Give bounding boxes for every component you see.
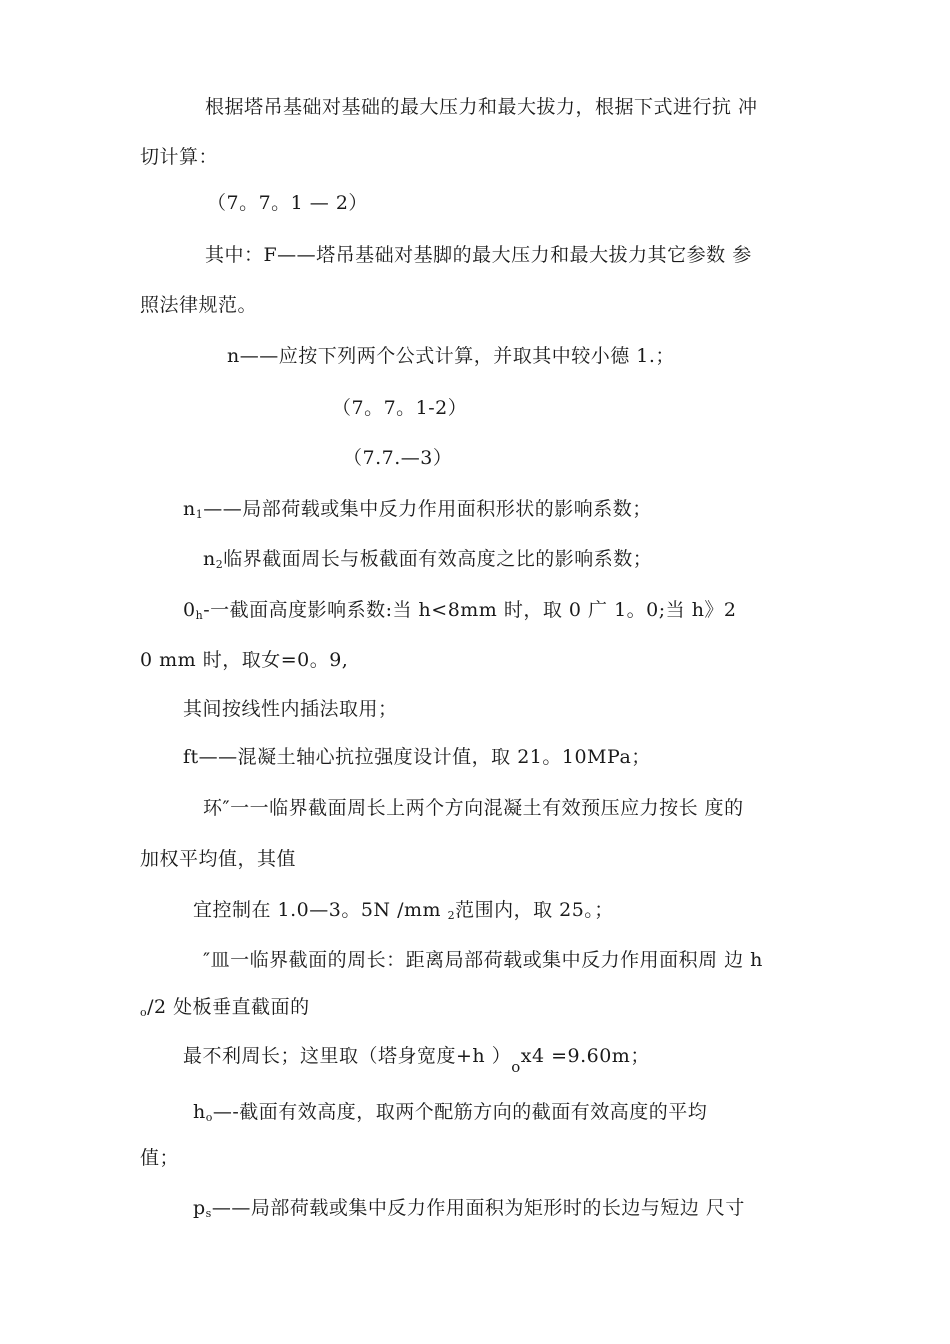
subscript: o [140, 1006, 148, 1019]
definition-line [193, 1196, 745, 1226]
paragraph-line: 其中：F——塔吊基础对基脚的最大压力和最大拔力其它参数 参 [205, 244, 752, 266]
definition-line: ft——混凝土轴心抗拉强度设计值，取 21。10MPa； [183, 746, 651, 768]
subscript: 2 [447, 909, 456, 922]
paragraph-line: 根据塔吊基础对基础的最大压力和最大拔力，根据下式进行抗 冲 [205, 96, 758, 118]
symbol: 0 [183, 599, 196, 621]
definition-text: -一截面高度影响系数:当 h<8mm 时，取 0 广 1。0;当 h》2 [203, 599, 737, 621]
equation-number: （7。7。1 — 2） [207, 192, 368, 214]
subscript: o [511, 1058, 521, 1076]
definition-text: ——局部荷载或集中反力作用面积为矩形时的长边与短边 尺寸 [211, 1197, 745, 1219]
paragraph-line: 照法律规范。 [140, 294, 258, 316]
definition-line [183, 497, 652, 527]
symbol: n [183, 498, 196, 520]
subscript: s [205, 1207, 212, 1220]
symbol: p [193, 1197, 206, 1219]
symbol: h [193, 1101, 206, 1123]
text: x4 =9.60m； [520, 1045, 650, 1067]
subscript: 2 [215, 558, 224, 571]
text: 范围内，取 25。； [455, 899, 614, 921]
definition-line [183, 598, 737, 628]
subscript: h [195, 609, 204, 622]
paragraph-line: 0 mm 时，取女=0。9, [140, 649, 349, 671]
paragraph-line: n——应按下列两个公式计算，并取其中较小德 1.； [227, 345, 675, 367]
equation-number: （7.7.—3） [343, 447, 453, 469]
paragraph-line: 切计算： [140, 146, 219, 168]
paragraph-line: 值； [140, 1147, 180, 1169]
definition-text: 临界截面周长与板截面有效高度之比的影响系数； [223, 548, 653, 570]
paragraph-line [193, 898, 614, 928]
text: /2 处板垂直截面的 [147, 996, 310, 1018]
definition-line: ″皿一临界截面的周长：距离局部荷载或集中反力作用面积周 边 h [203, 949, 763, 971]
equation-number: （7。7。1-2） [332, 397, 468, 419]
definition-text: —-截面有效高度，取两个配筋方向的截面有效高度的平均 [212, 1101, 708, 1123]
paragraph-line [183, 1044, 650, 1076]
text: 最不利周长；这里取（塔身宽度+h ） [183, 1045, 512, 1067]
definition-line [193, 1100, 707, 1130]
subscript: 1 [195, 508, 204, 521]
paragraph-line: 加权平均值，其值 [140, 848, 297, 870]
paragraph-line [140, 995, 310, 1025]
text: 宜控制在 1.0—3。5N /mm [193, 899, 448, 921]
symbol: n [203, 548, 216, 570]
paragraph-line: 其间按线性内插法取用； [183, 698, 398, 720]
definition-line [203, 547, 652, 577]
definition-text: ——局部荷载或集中反力作用面积形状的影响系数； [203, 498, 652, 520]
definition-line: 环″一一临界截面周长上两个方向混凝土有效预压应力按长 度的 [203, 797, 744, 819]
subscript: o [205, 1111, 213, 1124]
